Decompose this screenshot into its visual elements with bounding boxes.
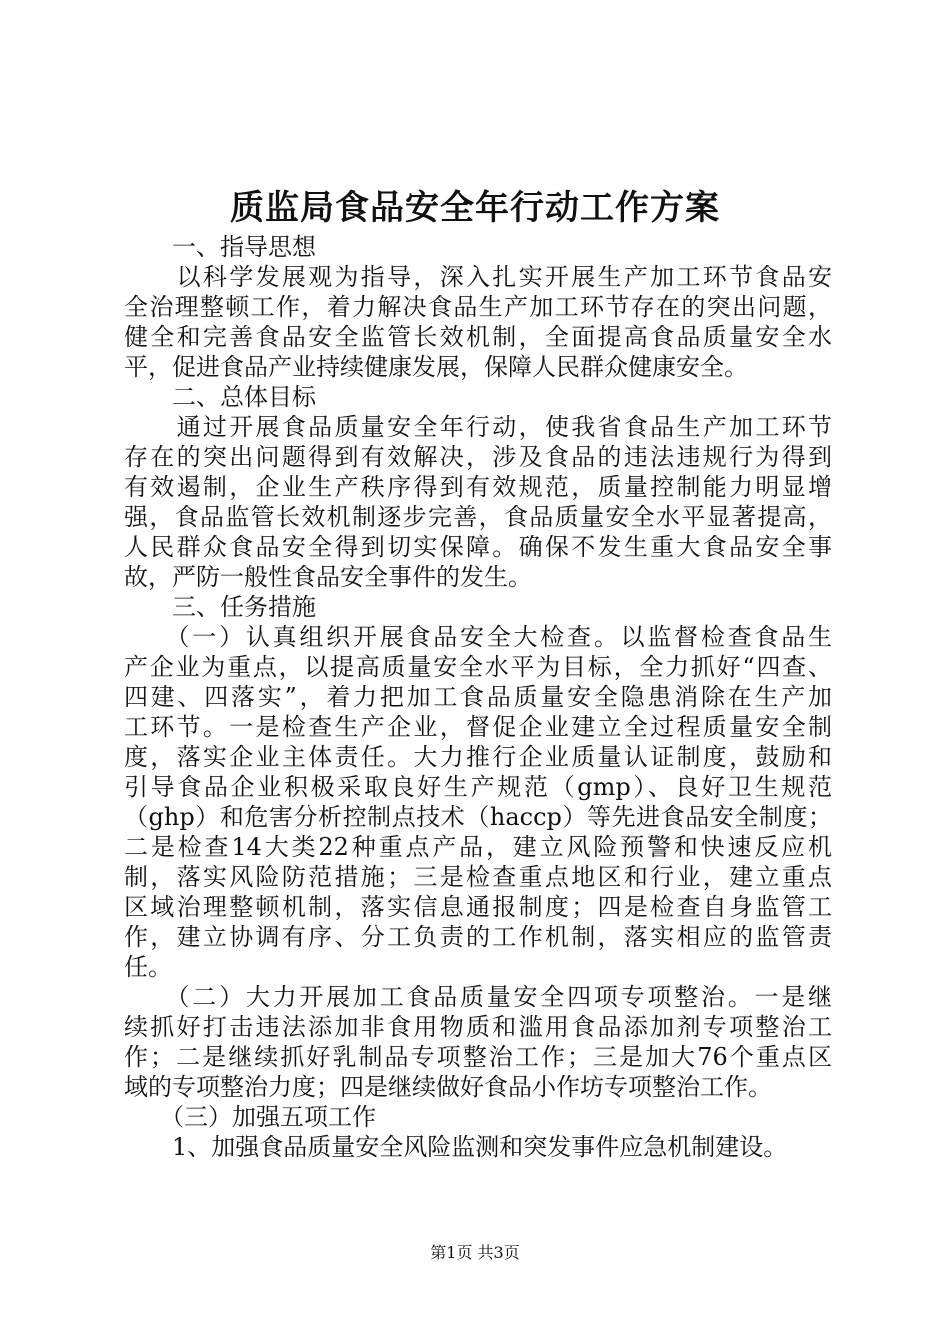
paragraph-line: 续抓好打击违法添加非食用物质和滥用食品添加剂专项整治工 (124, 1013, 832, 1041)
paragraph-line: 作，建立协调有序、分工负责的工作机制，落实相应的监管责 (124, 923, 832, 951)
paragraph-line: 作；二是继续抓好乳制品专项整治工作；三是加大76个重点区 (124, 1043, 832, 1071)
paragraph-line: （ghp）和危害分析控制点技术（haccp）等先进食品安全制度； (124, 803, 832, 831)
paragraph-line: 以科学发展观为指导，深入扎实开展生产加工环节食品安 (124, 263, 832, 291)
section-heading: 一、指导思想 (124, 233, 316, 261)
paragraph-line: 产企业为重点，以提高质量安全水平为目标，全力抓好“四查、 (124, 653, 832, 681)
paragraph-line: 度，落实企业主体责任。大力推行企业质量认证制度，鼓励和 (124, 743, 832, 771)
page-footer: 第1页 共3页 (430, 1243, 520, 1262)
paragraph-line: 工环节。一是检查生产企业，督促企业建立全过程质量安全制 (124, 713, 832, 741)
paragraph-line: 故，严防一般性食品安全事件的发生。 (124, 563, 532, 591)
paragraph-line: 制，落实风险防范措施；三是检查重点地区和行业，建立重点 (124, 863, 832, 891)
paragraph-line: 平，促进食品产业持续健康发展，保障人民群众健康安全。 (124, 353, 748, 381)
paragraph-line: （二）大力开展加工食品质量安全四项专项整治。一是继 (124, 983, 832, 1011)
paragraph-line: 域的专项整治力度；四是继续做好食品小作坊专项整治工作。 (124, 1073, 772, 1101)
paragraph-line: 引导食品企业积极采取良好生产规范（gmp）、良好卫生规范 (124, 773, 832, 801)
paragraph-line: 全治理整顿工作，着力解决食品生产加工环节存在的突出问题， (124, 293, 832, 321)
paragraph-line: 二是检查14大类22种重点产品，建立风险预警和快速反应机 (124, 833, 832, 861)
paragraph-line: 健全和完善食品安全监管长效机制，全面提高食品质量安全水 (124, 323, 832, 351)
paragraph-line: 存在的突出问题得到有效解决，涉及食品的违法违规行为得到 (124, 443, 832, 471)
document-title: 质监局食品安全年行动工作方案 (230, 188, 720, 228)
paragraph-line: 四建、四落实”，着力把加工食品质量安全隐患消除在生产加 (124, 683, 832, 711)
paragraph-line: 强，食品监管长效机制逐步完善，食品质量安全水平显著提高， (124, 503, 832, 531)
section-heading: 二、总体目标 (124, 383, 316, 411)
section-heading: 三、任务措施 (124, 593, 316, 621)
paragraph-line: 1、加强食品质量安全风险监测和突发事件应急机制建设。 (124, 1133, 788, 1161)
paragraph-line: （一）认真组织开展食品安全大检查。以监督检查食品生 (124, 623, 832, 651)
section-heading: （三）加强五项工作 (124, 1103, 376, 1131)
paragraph-line: 人民群众食品安全得到切实保障。确保不发生重大食品安全事 (124, 533, 832, 561)
paragraph-line: 通过开展食品质量安全年行动，使我省食品生产加工环节 (124, 413, 832, 441)
document-body (124, 232, 832, 1162)
paragraph-line: 任。 (124, 953, 172, 981)
paragraph-line: 区域治理整顿机制，落实信息通报制度；四是检查自身监管工 (124, 893, 832, 921)
paragraph-line: 有效遏制，企业生产秩序得到有效规范，质量控制能力明显增 (124, 473, 832, 501)
